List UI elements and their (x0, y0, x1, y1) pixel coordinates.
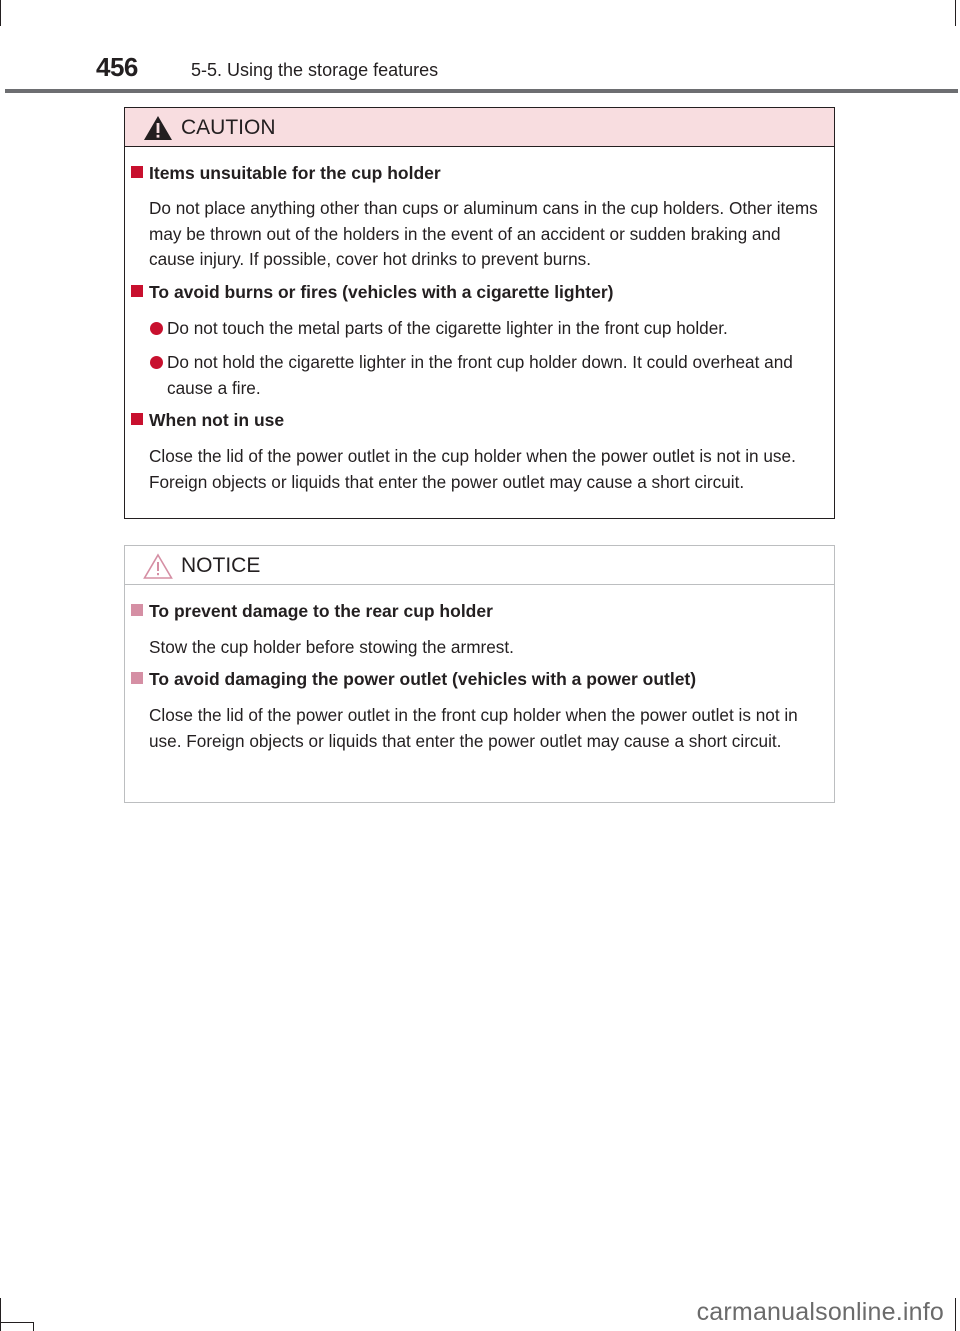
header-rule (5, 89, 958, 93)
crop-mark (0, 1298, 1, 1331)
caution-heading (131, 163, 441, 184)
section-title: 5-5. Using the storage features (191, 60, 439, 80)
bullet-text: Do not hold the cigarette lighter in the front cup holder down. It could overheat and cause a fire. (167, 352, 793, 398)
caution-bullet (135, 316, 835, 342)
round-bullet-icon (150, 356, 163, 369)
square-bullet-icon (131, 413, 143, 425)
notice-header (125, 546, 834, 585)
crop-mark (33, 1322, 34, 1331)
notice-paragraph: Close the lid of the power outlet in the front cup holder when the power outlet is not in use. Foreign objects or liquids that enter the power outlet may cause a short circuit. (149, 705, 798, 751)
notice-heading (131, 669, 696, 690)
square-bullet-icon (131, 166, 143, 178)
caution-bullet (135, 350, 835, 401)
round-bullet-icon (150, 322, 163, 335)
notice-box (124, 545, 835, 803)
bullet-text: Do not touch the metal parts of the cigarette lighter in the front cup holder. (167, 318, 728, 338)
notice-title: NOTICE (181, 554, 261, 577)
heading-text: Items unsuitable for the cup holder (149, 163, 441, 183)
warning-triangle-outline-icon (143, 553, 173, 579)
caution-box (124, 107, 835, 519)
heading-text: When not in use (149, 410, 285, 430)
crop-mark (955, 1298, 956, 1331)
caution-paragraph: Close the lid of the power outlet in the cup holder when the power outlet is not in use. Foreign objects or liquids that enter the power outlet may cause a short circuit. (149, 446, 796, 492)
page-number: 456 (96, 52, 138, 82)
heading-text: To prevent damage to the rear cup holder (149, 601, 493, 621)
warning-triangle-filled-icon (143, 115, 173, 141)
square-bullet-icon (131, 285, 143, 297)
square-bullet-icon (131, 604, 143, 616)
heading-text: To avoid burns or fires (vehicles with a cigarette lighter) (149, 282, 614, 302)
caution-heading (131, 282, 614, 303)
watermark-text: carmanualsonline.info (696, 1298, 944, 1326)
page-header (0, 50, 960, 94)
crop-mark (0, 0, 1, 26)
caution-paragraph: Do not place anything other than cups or aluminum cans in the cup holders. Other items may be thrown out of the holders in the event of an accident or sudden braking and cause injury. If possible, cover hot drinks to prevent burns. (149, 198, 818, 269)
caution-title: CAUTION (181, 116, 276, 139)
square-bullet-icon (131, 672, 143, 684)
notice-paragraph: Stow the cup holder before stowing the armrest. (149, 637, 514, 657)
crop-mark (0, 1322, 34, 1323)
notice-heading (131, 601, 493, 622)
caution-heading (131, 410, 284, 431)
caution-header (125, 108, 834, 147)
crop-mark (955, 0, 956, 26)
heading-text: To avoid damaging the power outlet (vehicles with a power outlet) (149, 669, 697, 689)
